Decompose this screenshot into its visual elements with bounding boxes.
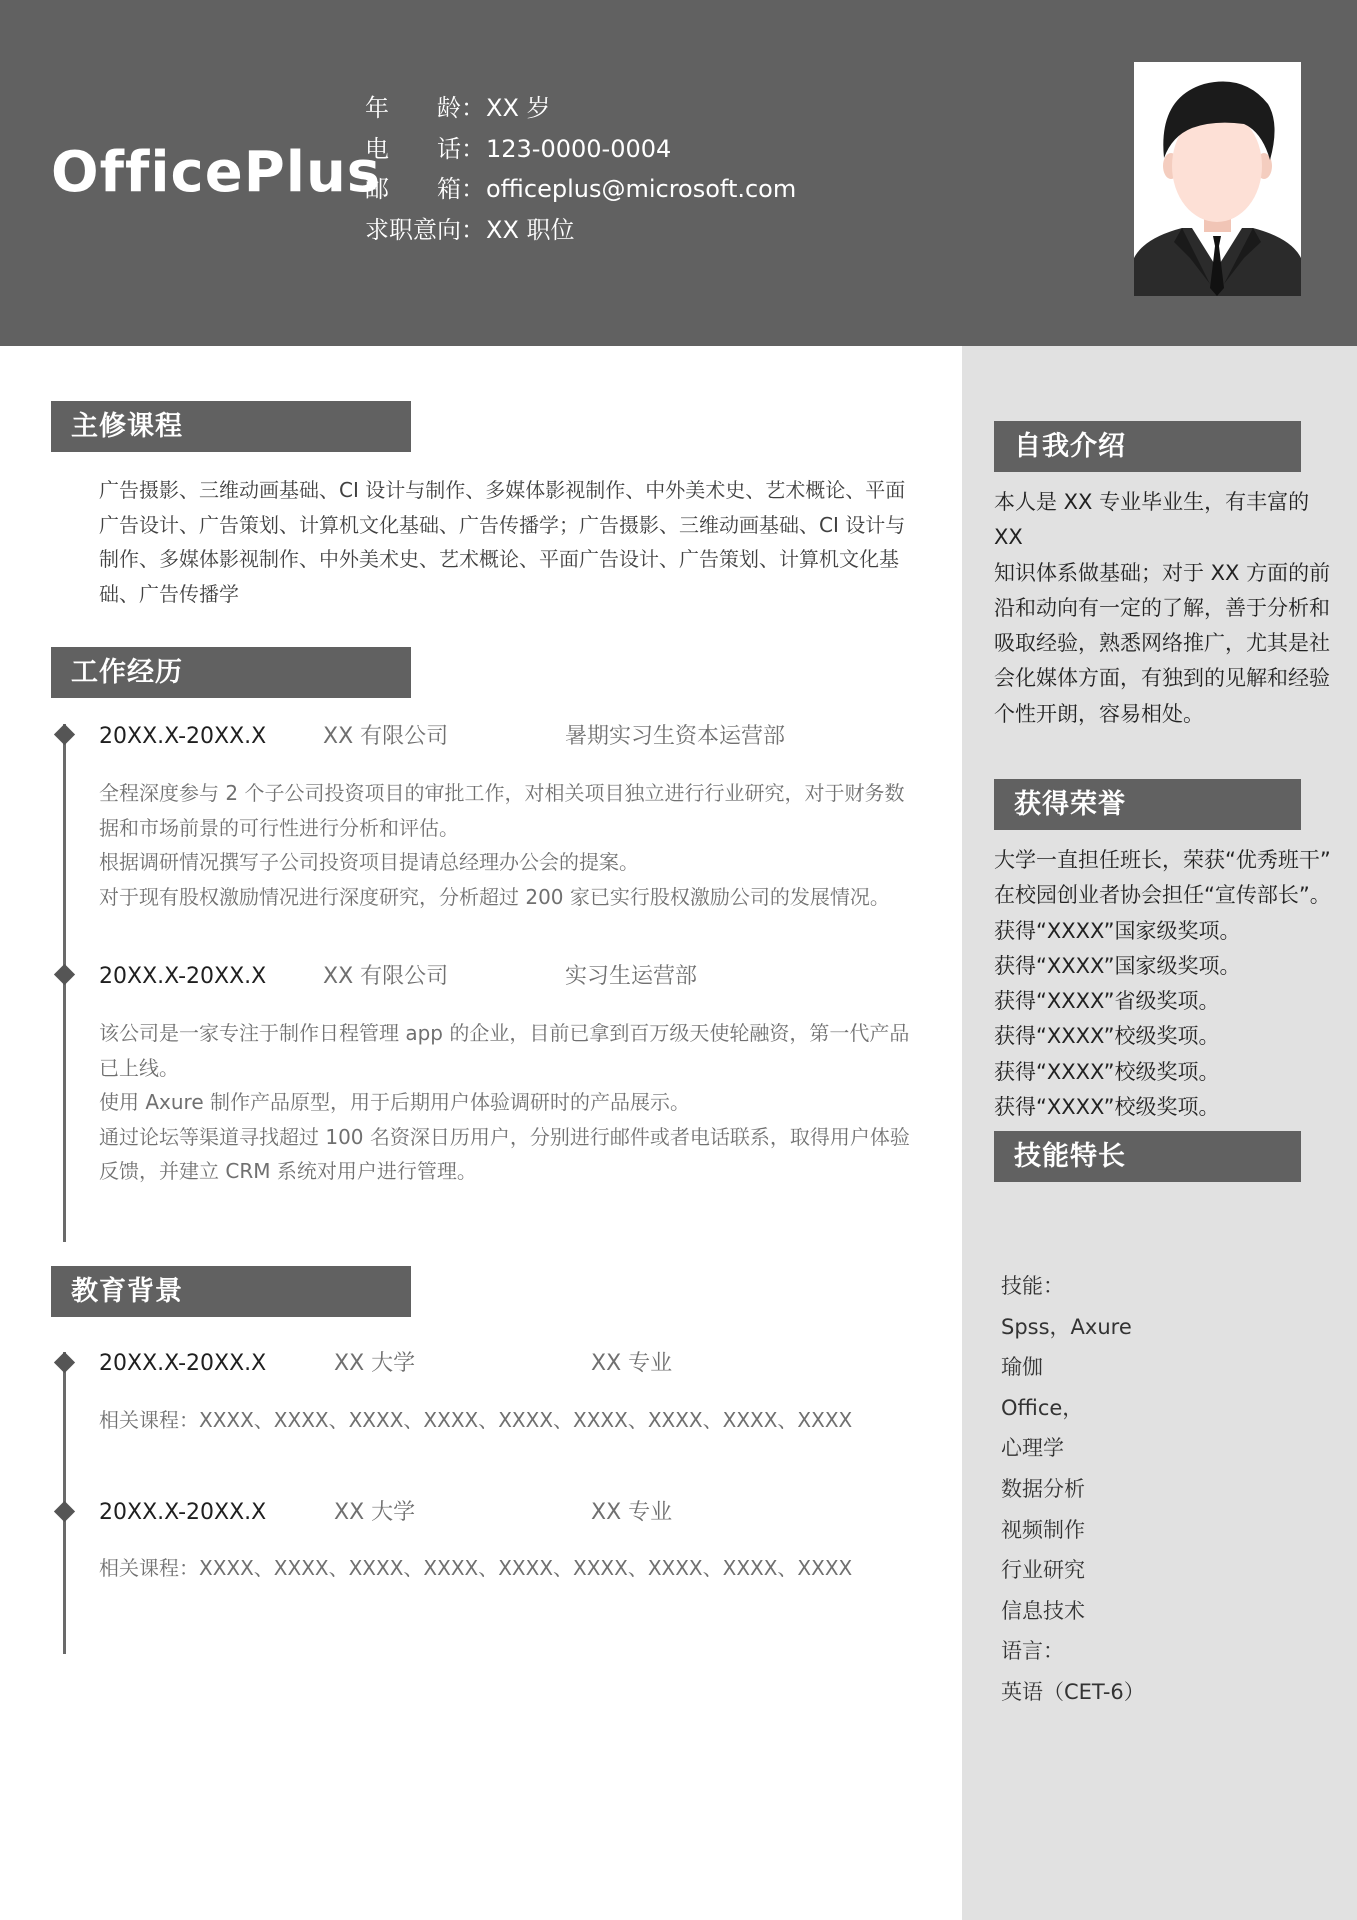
section-title-skills: 技能特长 — [994, 1131, 1301, 1182]
work-detail-line: 根据调研情况撰写子公司投资项目提请总经理办公会的提案。 — [99, 850, 639, 874]
work-entry-period: 20XX.X-20XX.X — [99, 964, 267, 989]
info-phone — [365, 129, 671, 169]
info-objective-value: XX 职位 — [486, 216, 575, 244]
about-line: 会化媒体方面，有独到的见解和经验 — [994, 666, 1330, 691]
about-line: 沿和动向有一定的了解，善于分析和 — [994, 595, 1330, 620]
skill-item: 技能： — [1001, 1274, 1064, 1298]
skill-item: 数据分析 — [1001, 1476, 1085, 1501]
skill-item: Office， — [1001, 1395, 1084, 1420]
skill-item: 信息技术 — [1001, 1598, 1085, 1623]
education-entry-1-courses: 相关课程：XXXX、XXXX、XXXX、XXXX、XXXX、XXXX、XXXX、XXXX、XXXX — [99, 1408, 853, 1432]
info-age-value: XX 岁 — [486, 94, 551, 122]
honor-line: 大学一直担任班长，荣获“优秀班干” — [994, 848, 1331, 872]
work-detail-line: 反馈，并建立 CRM 系统对用户进行管理。 — [99, 1159, 477, 1183]
honors-text — [994, 843, 1334, 1125]
skill-item: 语言： — [1001, 1639, 1064, 1664]
timeline-marker-icon — [54, 1352, 75, 1373]
skill-item: 心理学 — [1001, 1436, 1064, 1461]
honor-line: 获得“XXXX”校级奖项。 — [994, 1024, 1220, 1049]
info-email — [365, 169, 796, 209]
info-email-value: officeplus@microsoft.com — [486, 175, 797, 203]
timeline-marker-icon — [54, 1501, 75, 1522]
education-entry-school: XX 大学 — [334, 1500, 416, 1525]
info-phone-label: 电 话： — [365, 135, 485, 163]
education-entry-major: XX 专业 — [591, 1351, 673, 1376]
education-entry-period: 20XX.X-20XX.X — [99, 1500, 267, 1525]
section-title-work: 工作经历 — [51, 647, 411, 698]
education-entry-school: XX 大学 — [334, 1351, 416, 1376]
work-entry-role: 实习生运营部 — [565, 964, 698, 989]
info-email-label: 邮 箱： — [365, 175, 485, 203]
work-detail-line: 全程深度参与 2 个子公司投资项目的审批工作，对相关项目独立进行行业研究，对于财务数 — [99, 781, 905, 805]
skill-item: 视频制作 — [1001, 1517, 1085, 1542]
about-line: 本人是 XX 专业毕业生，有丰富的 XX — [994, 490, 1310, 550]
education-entry-2-courses: 相关课程：XXXX、XXXX、XXXX、XXXX、XXXX、XXXX、XXXX、XXXX、XXXX — [99, 1556, 853, 1580]
info-objective — [365, 210, 575, 250]
honor-line: 在校园创业者协会担任“宣传部长”。 — [994, 883, 1331, 908]
skill-item: 瑜伽 — [1001, 1355, 1043, 1380]
timeline-marker-icon — [54, 724, 75, 745]
work-detail-line: 该公司是一家专注于制作日程管理 app 的企业，目前已拿到百万级天使轮融资，第一代产品 — [99, 1021, 910, 1045]
courses-line: 础、广告传播学 — [99, 581, 239, 606]
info-age — [365, 88, 551, 128]
courses-line: 广告摄影、三维动画基础、CI 设计与制作、多媒体影视制作、中外美术史、艺术概论、平面 — [99, 478, 906, 502]
courses-line: 制作、多媒体影视制作、中外美术史、艺术概论、平面广告设计、广告策划、计算机文化基 — [99, 547, 899, 571]
info-age-label: 年 龄： — [365, 94, 485, 122]
skill-item: 行业研究 — [1001, 1558, 1085, 1583]
skill-item: Spss，Axure — [1001, 1314, 1132, 1339]
courses-line: 广告设计、广告策划、计算机文化基础、广告传播学；广告摄影、三维动画基础、CI 设计与 — [99, 512, 906, 537]
skill-item: 英语（CET-6） — [1001, 1679, 1145, 1704]
timeline-marker-icon — [54, 964, 75, 985]
work-detail-line: 使用 Axure 制作产品原型，用于后期用户体验调研时的产品展示。 — [99, 1090, 690, 1114]
section-title-education: 教育背景 — [51, 1266, 411, 1317]
about-text — [994, 485, 1334, 732]
about-line: 知识体系做基础；对于 XX 方面的前 — [994, 560, 1331, 585]
honor-line: 获得“XXXX”国家级奖项。 — [994, 918, 1241, 943]
honor-line: 获得“XXXX”国家级奖项。 — [994, 953, 1241, 978]
work-detail-line: 对于现有股权激励情况进行深度研究，分析超过 200 家已实行股权激励公司的发展情况。 — [99, 884, 890, 909]
about-line: 个性开朗，容易相处。 — [994, 701, 1204, 726]
work-entry-period: 20XX.X-20XX.X — [99, 724, 267, 749]
avatar-illustration-icon — [1134, 62, 1301, 296]
info-objective-label: 求职意向： — [365, 216, 485, 244]
work-entry-2-details — [99, 1016, 939, 1189]
skills-list — [1001, 1266, 1321, 1713]
work-detail-line: 已上线。 — [99, 1055, 179, 1080]
work-detail-line: 通过论坛等渠道寻找超过 100 名资深日历用户，分别进行邮件或者电话联系，取得用户体验 — [99, 1124, 910, 1149]
honor-line: 获得“XXXX”校级奖项。 — [994, 1095, 1220, 1120]
education-entry-period: 20XX.X-20XX.X — [99, 1351, 267, 1376]
courses-text — [99, 473, 939, 611]
education-entry-major: XX 专业 — [591, 1500, 673, 1525]
work-entry-1-details — [99, 776, 939, 914]
work-entry-role: 暑期实习生资本运营部 — [565, 724, 786, 749]
avatar — [1134, 62, 1301, 296]
candidate-name: OfficePlus — [51, 140, 382, 205]
info-phone-value: 123-0000-0004 — [486, 135, 672, 163]
work-entry-company: XX 有限公司 — [323, 964, 449, 989]
honor-line: 获得“XXXX”省级奖项。 — [994, 989, 1220, 1014]
honor-line: 获得“XXXX”校级奖项。 — [994, 1059, 1220, 1084]
about-line: 吸取经验，熟悉网络推广，尤其是社 — [994, 631, 1330, 656]
work-entry-company: XX 有限公司 — [323, 724, 449, 749]
section-title-courses: 主修课程 — [51, 401, 411, 452]
section-title-about: 自我介绍 — [994, 421, 1301, 472]
section-title-honors: 获得荣誉 — [994, 779, 1301, 830]
work-detail-line: 据和市场前景的可行性进行分析和评估。 — [99, 815, 459, 840]
